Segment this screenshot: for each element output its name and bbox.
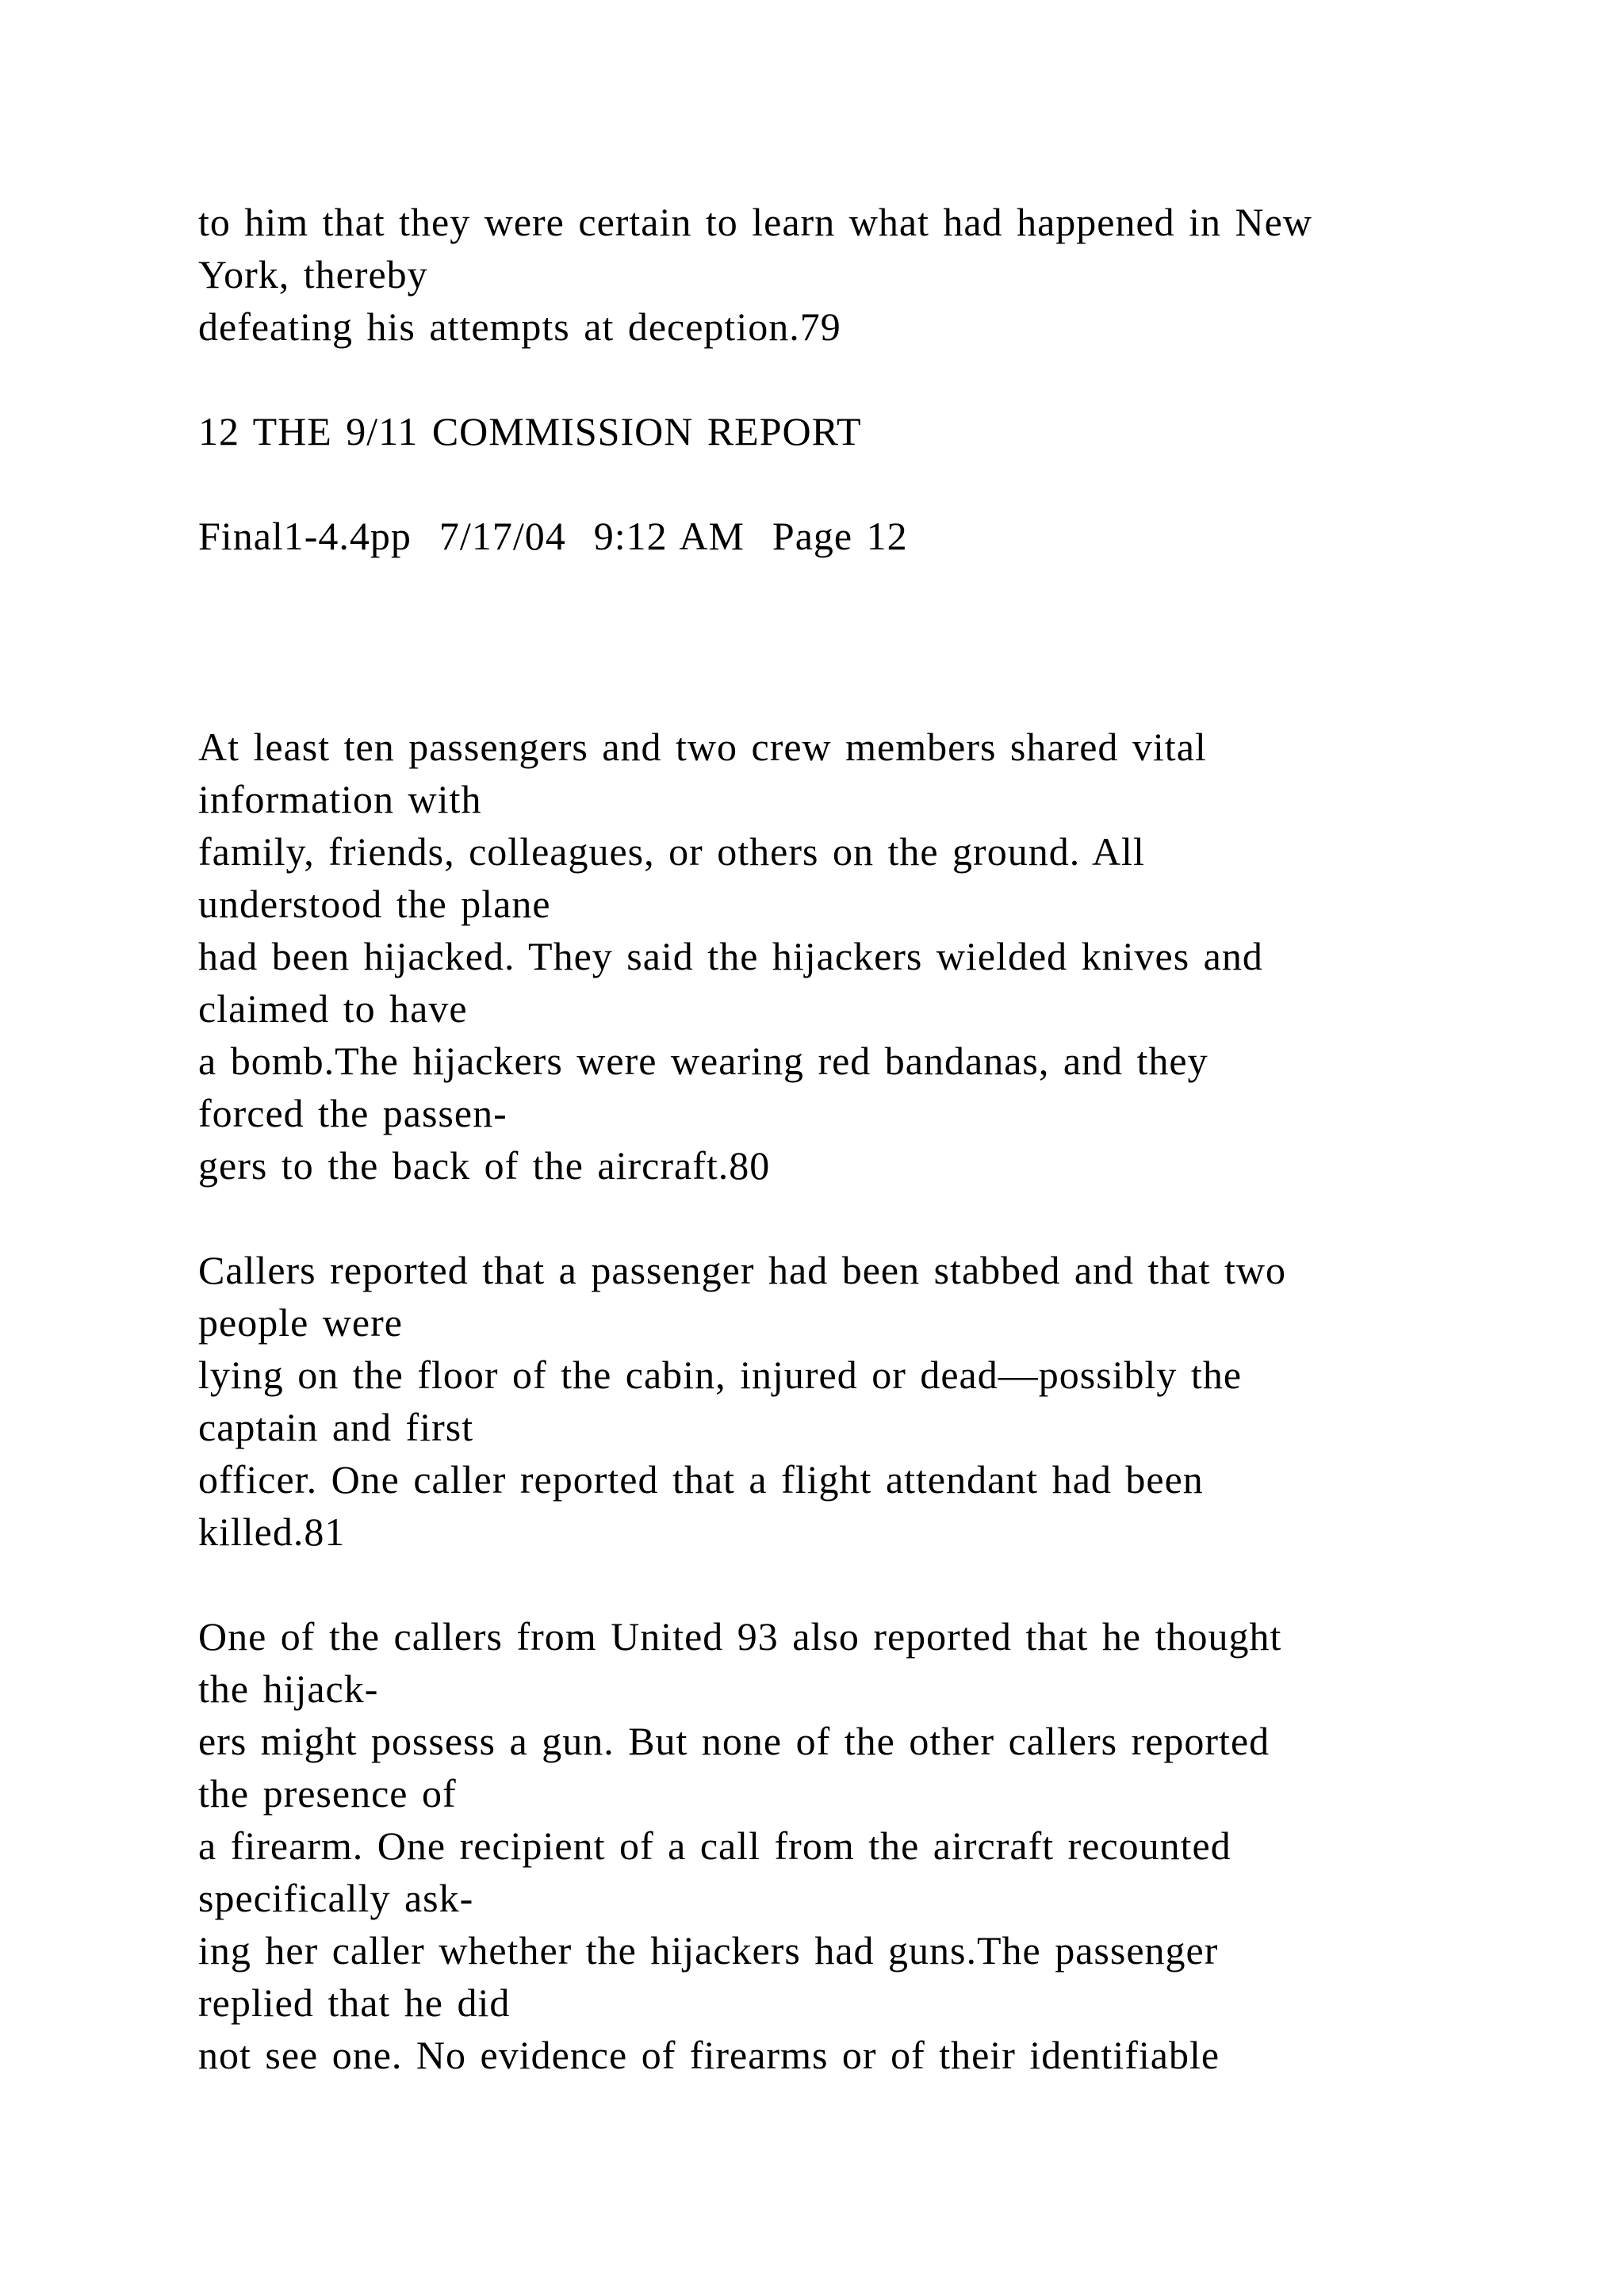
text-line: the hijack- [198, 1667, 379, 1711]
text-line: captain and first [198, 1405, 474, 1449]
text-line: a firearm. One recipient of a call from the aircraft recounted [198, 1823, 1231, 1868]
spacer [198, 1192, 1562, 1244]
text-line: ing her caller whether the hijackers had guns.The passenger [198, 1928, 1219, 1973]
text-line: gers to the back of the aircraft.80 [198, 1143, 771, 1188]
running-header [198, 405, 1562, 457]
spacer [198, 1558, 1562, 1610]
text-line: replied that he did [198, 1980, 511, 2025]
text-line: lying on the floor of the cabin, injured or dead—possibly the [198, 1353, 1243, 1397]
paragraph-1 [198, 721, 1562, 1192]
text-line: not see one. No evidence of firearms or of their identifiable [198, 2033, 1220, 2077]
text-line: to him that they were certain to learn what had happened in New [198, 200, 1312, 244]
text-line: claimed to have [198, 986, 468, 1031]
text-line: family, friends, colleagues, or others on the ground. All [198, 829, 1145, 874]
text-line: people were [198, 1300, 403, 1345]
text-line: Callers reported that a passenger had been stabbed and that two [198, 1248, 1286, 1292]
file-info-text: Final1-4.4pp 7/17/04 9:12 AM Page 12 [198, 514, 908, 558]
text-line: information with [198, 777, 482, 821]
page-content [198, 196, 1562, 2081]
file-info [198, 510, 1562, 562]
text-line: a bomb.The hijackers were wearing red bandanas, and they [198, 1039, 1208, 1083]
paragraph-3 [198, 1610, 1562, 2081]
text-line: officer. One caller reported that a flight attendant had been [198, 1457, 1204, 1502]
text-line: had been hijacked. They said the hijackers wielded knives and [198, 934, 1263, 978]
spacer [198, 562, 1562, 721]
paragraph-2 [198, 1244, 1562, 1558]
text-line: forced the passen- [198, 1091, 508, 1135]
text-line: York, thereby [198, 252, 428, 297]
text-line: killed.81 [198, 1510, 346, 1554]
spacer [198, 353, 1562, 405]
top-paragraph [198, 196, 1562, 353]
text-line: the presence of [198, 1771, 457, 1816]
running-header-text: 12 THE 9/11 COMMISSION REPORT [198, 409, 862, 453]
text-line: specifically ask- [198, 1876, 474, 1920]
text-line: At least ten passengers and two crew members shared vital [198, 725, 1207, 769]
spacer [198, 457, 1562, 510]
text-line: ers might possess a gun. But none of the other callers reported [198, 1719, 1270, 1763]
text-line: defeating his attempts at deception.79 [198, 304, 841, 349]
text-line: understood the plane [198, 882, 551, 926]
text-line: One of the callers from United 93 also reported that he thought [198, 1614, 1282, 1659]
